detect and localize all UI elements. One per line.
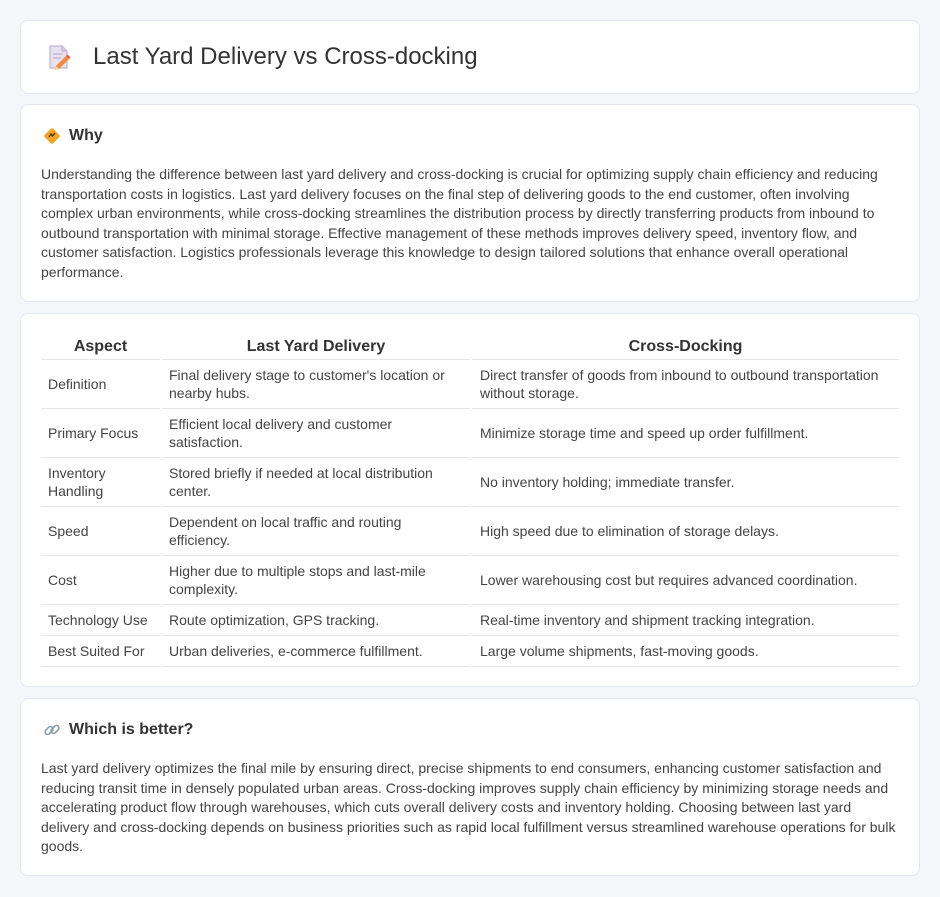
table-cell-aspect: Inventory Handling (41, 457, 161, 506)
column-header-cross-docking: Cross-Docking (471, 336, 899, 359)
which-is-better-text: Last yard delivery optimizes the final mile by ensuring direct, precise shipments to end consumers, enhancing customer satisfaction and reducing transit time in densely populated urban areas. Cross-docking improves supply chain efficiency by minimizing storage needs and accelerating product flow through warehouses, which cuts overall delivery costs and inventory holding. Choosing between last yard delivery and cross-docking depends on business priorities such as rapid local fulfillment versus streamlined warehouse operations for bulk goods. (41, 760, 896, 855)
why-section (20, 104, 920, 302)
table-cell-last-yard: Final delivery stage to customer's location or nearby hubs. (161, 359, 471, 408)
table-cell-cross-docking: Lower warehousing cost but requires advanced coordination. (471, 555, 899, 604)
table-cell-aspect: Cost (41, 555, 161, 604)
table-row (41, 408, 899, 457)
table-cell-last-yard: Efficient local delivery and customer satisfaction. (161, 408, 471, 457)
table-row (41, 359, 899, 408)
document-pencil-icon (47, 44, 71, 70)
page-title: Last Yard Delivery vs Cross-docking (93, 43, 478, 70)
table-header-row (41, 336, 899, 359)
table-cell-last-yard: Stored briefly if needed at local distribution center. (161, 457, 471, 506)
table-row (41, 635, 899, 666)
table-cell-last-yard: Higher due to multiple stops and last-mile complexity. (161, 555, 471, 604)
table-cell-cross-docking: No inventory holding; immediate transfer. (471, 457, 899, 506)
table-cell-cross-docking: Direct transfer of goods from inbound to outbound transportation without storage. (471, 359, 899, 408)
column-header-aspect: Aspect (41, 336, 161, 359)
table-row (41, 506, 899, 555)
table-cell-aspect: Technology Use (41, 604, 161, 635)
link-icon (43, 721, 61, 739)
table-cell-last-yard: Urban deliveries, e-commerce fulfillment. (161, 635, 471, 666)
comparison-table (41, 336, 899, 667)
which-is-better-title: Which is better? (69, 721, 194, 738)
table-cell-last-yard: Route optimization, GPS tracking. (161, 604, 471, 635)
why-title: Why (69, 127, 103, 144)
comparison-table-card (20, 313, 920, 687)
header-card (20, 20, 920, 94)
table-row (41, 604, 899, 635)
table-cell-cross-docking: High speed due to elimination of storage delays. (471, 506, 899, 555)
column-header-last-yard-delivery: Last Yard Delivery (161, 336, 471, 359)
table-cell-aspect: Best Suited For (41, 635, 161, 666)
table-cell-aspect: Speed (41, 506, 161, 555)
table-cell-aspect: Primary Focus (41, 408, 161, 457)
table-cell-aspect: Definition (41, 359, 161, 408)
table-row (41, 457, 899, 506)
diamond-sign-icon (43, 127, 61, 145)
table-row (41, 555, 899, 604)
table-cell-last-yard: Dependent on local traffic and routing efficiency. (161, 506, 471, 555)
table-cell-cross-docking: Minimize storage time and speed up order fulfillment. (471, 408, 899, 457)
which-is-better-section (20, 698, 920, 876)
why-text: Understanding the difference between last yard delivery and cross-docking is crucial for optimizing supply chain efficiency and reducing transportation costs in logistics. Last yard delivery focuses on the final step of delivering goods to the end customer, often involving complex urban environments, while cross-docking streamlines the distribution process by directly transferring products from inbound to outbound transportation with minimal storage. Effective management of these methods improves delivery speed, inventory flow, and customer satisfaction. Logistics professionals leverage this knowledge to design tailored solutions that enhance overall operational performance. (41, 166, 878, 280)
table-cell-cross-docking: Large volume shipments, fast-moving goods. (471, 635, 899, 666)
table-cell-cross-docking: Real-time inventory and shipment tracking integration. (471, 604, 899, 635)
